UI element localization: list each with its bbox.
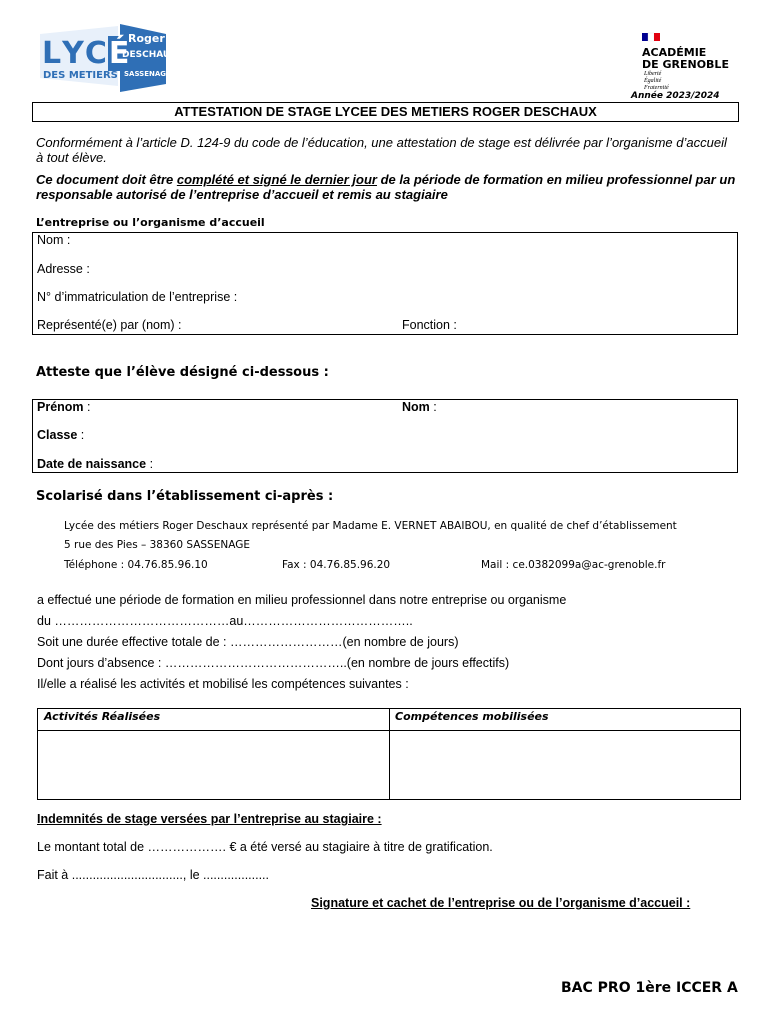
notice-part2: de la période de formation en milieu professionnel par un responsable autorisé de l’entreprise d’accueil et remis au stagiaire [36,172,736,202]
indemnity-heading: Indemnités de stage versées par l’entreprise au stagiaire : [37,812,382,826]
activities-col1-header: Activités Réalisées [44,710,161,723]
footer-class: BAC PRO 1ère ICCER A [561,980,738,996]
school-mail: Mail : ce.0382099a@ac-grenoble.fr [481,559,666,571]
student-naissance-colon: : [149,457,154,471]
logo-deschaux: DESCHAUX [122,50,178,60]
school-year: Année 2023/2024 [631,91,720,101]
page-title: ATTESTATION DE STAGE LYCEE DES METIERS ROGER DESCHAUX [174,104,597,119]
school-line2: 5 rue des Pies – 38360 SASSENAGE [64,539,250,551]
period-line1: a effectué une période de formation en milieu professionnel dans notre entreprise ou organisme [37,593,567,607]
academie-line2: DE GRENOBLE [642,58,729,71]
logo-letter: Y [62,36,84,71]
company-adresse: Adresse : [37,262,90,276]
notice-part1: Ce document doit être [36,172,177,187]
fait-a: Fait à ................................, le ................... [37,868,270,882]
student-prenom [37,400,91,414]
activities-col2-header: Compétences mobilisées [395,710,549,723]
period-line5: Il/elle a réalisé les activités et mobilisé les compétences suivantes : [37,677,409,691]
company-fonction: Fonction : [402,318,457,332]
logo-sassenage: SASSENAGE [124,70,171,78]
school-phone: Téléphone : 04.76.85.96.10 [64,559,208,571]
period-line2: du ……………………………………au………………………………….. [37,614,413,628]
company-represente: Représenté(e) par (nom) : [37,318,182,332]
student-classe-label: Classe [37,428,78,442]
company-nom: Nom : [37,233,71,247]
logo-letter-e-box: É [108,36,130,71]
marianne-flag-icon [640,31,670,43]
indemnity-amount: Le montant total de ………………. € a été versé au stagiaire à titre de gratification. [37,840,493,854]
student-nom-label: Nom [402,400,430,414]
logo-letter: C [84,36,107,71]
activities-col-divider [389,708,390,800]
student-naissance [37,457,153,471]
student-naissance-label: Date de naissance [37,457,147,471]
lycee-logo [40,20,178,94]
academie-line1: ACADÉMIE [642,46,707,59]
motto-2: Égalité [644,78,662,84]
student-nom [402,400,437,414]
notice-text [36,172,736,202]
logo-metiers: DES METIERS [43,70,118,81]
student-classe-colon: : [80,428,85,442]
student-classe [37,428,84,442]
period-line4: Dont jours d’absence : ……………………………………..(en nombre de jours effectifs) [37,656,510,670]
company-heading: L’entreprise ou l’organisme d’accueil [36,216,265,229]
school-line1: Lycée des métiers Roger Deschaux représenté par Madame E. VERNET ABAIBOU, en qualité de chef d’établissement [64,520,677,532]
notice-underlined: complété et signé le dernier jour [176,172,377,187]
student-prenom-label: Prénom [37,400,84,414]
logo-roger: Roger [128,32,165,45]
motto-1: Liberté [644,71,662,77]
school-heading: Scolarisé dans l’établissement ci-après : [36,489,334,504]
period-line3: Soit une durée effective totale de : ………………………(en nombre de jours) [37,635,459,649]
signature-label: Signature et cachet de l’entreprise ou de l’organisme d’accueil : [311,896,691,910]
student-prenom-colon: : [87,400,91,414]
motto-3: Fraternité [644,85,669,91]
student-nom-colon: : [433,400,437,414]
company-immatriculation: N° d’immatriculation de l’entreprise : [37,290,238,304]
school-fax: Fax : 04.76.85.96.20 [282,559,391,571]
logo-letter: L [42,36,62,71]
student-heading: Atteste que l’élève désigné ci-dessous : [36,365,329,380]
intro-text: Conformément à l’article D. 124-9 du code de l’éducation, une attestation de stage est délivrée par l’organisme d’accueil à tout élève. [36,135,727,165]
